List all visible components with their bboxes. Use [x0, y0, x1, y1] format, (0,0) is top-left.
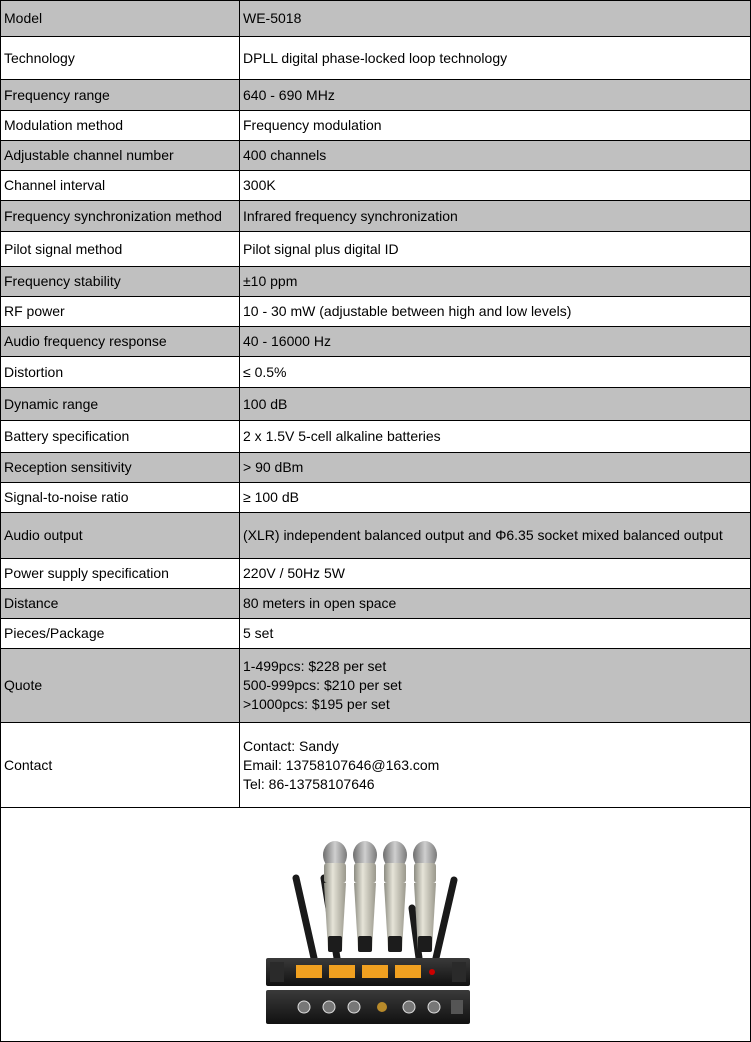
spec-label: Contact — [1, 723, 240, 808]
spec-row-technology — [1, 37, 751, 80]
spec-row-channels — [1, 141, 751, 171]
spec-label: Frequency range — [1, 80, 240, 111]
spec-label: Power supply specification — [1, 559, 240, 589]
spec-row-stability — [1, 267, 751, 297]
spec-label: Reception sensitivity — [1, 453, 240, 483]
spec-label: Dynamic range — [1, 388, 240, 421]
spec-row-sync — [1, 201, 751, 232]
spec-label: Frequency synchronization method — [1, 201, 240, 232]
spec-row-quote — [1, 649, 751, 723]
spec-value: ±10 ppm — [240, 267, 751, 297]
contact-value — [240, 723, 751, 808]
spec-row-distortion — [1, 357, 751, 388]
product-photo — [4, 808, 751, 1041]
wireless-microphone-system-photo — [4, 808, 751, 1041]
spec-value: 640 - 690 MHz — [240, 80, 751, 111]
spec-row-sensitivity — [1, 453, 751, 483]
receiver-front-icon — [266, 958, 470, 986]
contact-line: Tel: 86-13758107646 — [243, 775, 375, 792]
spec-row-modulation — [1, 111, 751, 141]
spec-row-channel-interval — [1, 171, 751, 201]
spec-label: Technology — [1, 37, 240, 80]
spec-value: ≤ 0.5% — [240, 357, 751, 388]
product-photo-cell — [1, 808, 751, 1042]
spec-row-snr — [1, 483, 751, 513]
spec-value: 5 set — [240, 619, 751, 649]
spec-label: Frequency stability — [1, 267, 240, 297]
spec-label: Audio frequency response — [1, 327, 240, 357]
spec-row-dynamic-range — [1, 388, 751, 421]
microphone-icon — [383, 841, 407, 952]
spec-value: Pilot signal plus digital ID — [240, 232, 751, 267]
microphone-icon — [323, 841, 347, 952]
spec-label: Channel interval — [1, 171, 240, 201]
spec-row-rf-power — [1, 297, 751, 327]
contact-line: Contact: Sandy — [243, 737, 339, 754]
spec-row-audio-output — [1, 513, 751, 559]
spec-row-photo — [1, 808, 751, 1042]
spec-label: Distance — [1, 589, 240, 619]
spec-label: Model — [1, 1, 240, 37]
receiver-back-icon — [266, 990, 470, 1024]
spec-value: ≥ 100 dB — [240, 483, 751, 513]
spec-value: Infrared frequency synchronization — [240, 201, 751, 232]
spec-value: 100 dB — [240, 388, 751, 421]
spec-value: WE-5018 — [240, 1, 751, 37]
spec-row-pilot — [1, 232, 751, 267]
spec-row-frequency-response — [1, 327, 751, 357]
spec-label: Adjustable channel number — [1, 141, 240, 171]
spec-label: Signal-to-noise ratio — [1, 483, 240, 513]
quote-line: 1-499pcs: $228 per set — [243, 658, 387, 674]
quote-line: >1000pcs: $195 per set — [243, 696, 390, 712]
spec-label: Battery specification — [1, 421, 240, 453]
spec-row-power-supply — [1, 559, 751, 589]
spec-value: Frequency modulation — [240, 111, 751, 141]
spec-value: > 90 dBm — [240, 453, 751, 483]
spec-row-frequency-range — [1, 80, 751, 111]
spec-value: 10 - 30 mW (adjustable between high and low levels) — [240, 297, 751, 327]
spec-row-model — [1, 1, 751, 37]
spec-row-package — [1, 619, 751, 649]
spec-value: 40 - 16000 Hz — [240, 327, 751, 357]
spec-value: 2 x 1.5V 5-cell alkaline batteries — [240, 421, 751, 453]
spec-row-contact — [1, 723, 751, 808]
spec-label: RF power — [1, 297, 240, 327]
spec-label: Pilot signal method — [1, 232, 240, 267]
microphone-icon — [353, 841, 377, 952]
spec-row-distance — [1, 589, 751, 619]
spec-label: Distortion — [1, 357, 240, 388]
spec-value: DPLL digital phase-locked loop technology — [240, 37, 751, 80]
quote-line: 500-999pcs: $210 per set — [243, 677, 402, 693]
spec-value: 400 channels — [240, 141, 751, 171]
quote-value — [240, 649, 751, 723]
spec-row-battery — [1, 421, 751, 453]
contact-line: Email: 13758107646@163.com — [243, 756, 440, 773]
spec-label: Modulation method — [1, 111, 240, 141]
spec-value: (XLR) independent balanced output and Φ6.35 socket mixed balanced output — [240, 513, 751, 559]
spec-value: 300K — [240, 171, 751, 201]
spec-label: Audio output — [1, 513, 240, 559]
spec-label: Pieces/Package — [1, 619, 240, 649]
spec-value: 220V / 50Hz 5W — [240, 559, 751, 589]
spec-value: 80 meters in open space — [240, 589, 751, 619]
spec-label: Quote — [1, 649, 240, 723]
